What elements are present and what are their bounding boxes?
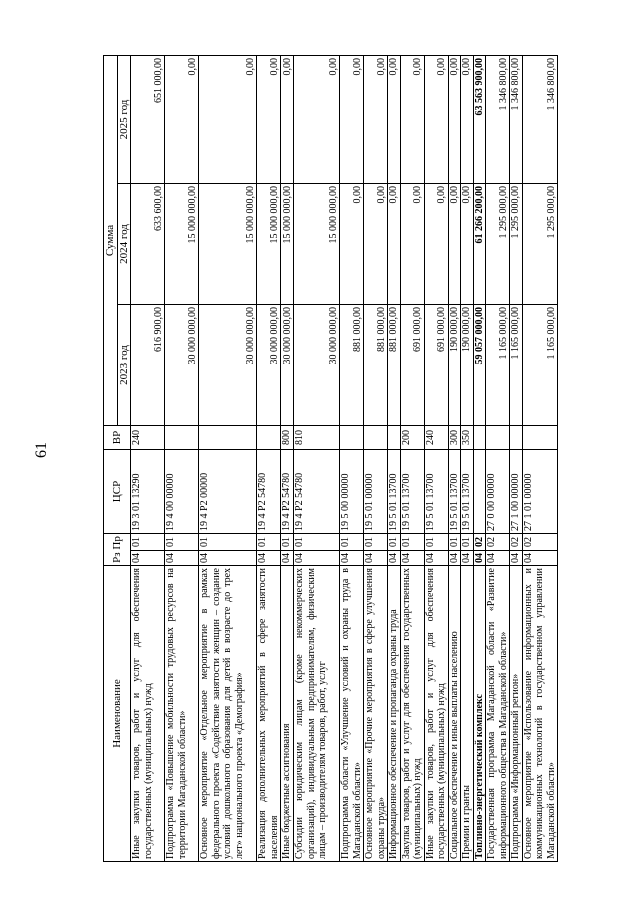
table-row bbox=[400, 55, 424, 861]
row-vr: 810 bbox=[294, 425, 340, 449]
row-name: Иные бюджетные ассигнования bbox=[281, 566, 294, 862]
row-csr: 27 1 01 00000 bbox=[522, 449, 558, 533]
table-row bbox=[461, 55, 474, 861]
row-pr: 01 bbox=[448, 533, 461, 550]
row-name: Информационное обеспечение и пропаганда охраны труда bbox=[388, 566, 401, 862]
row-vr: 240 bbox=[424, 425, 448, 449]
row-vr bbox=[510, 425, 523, 449]
header-name: Наименование bbox=[104, 566, 131, 862]
row-rz: 04 bbox=[131, 551, 165, 566]
row-name: Закупка товаров, работ и услуг для обеспечения государственных (муниципальных) нужд bbox=[400, 566, 424, 862]
row-value-2025: 0,00 bbox=[424, 55, 448, 183]
row-vr bbox=[473, 425, 486, 449]
row-value-2023: 59 057 000,00 bbox=[473, 304, 486, 425]
row-value-2024: 0,00 bbox=[388, 183, 401, 304]
table-row bbox=[448, 55, 461, 861]
table-row bbox=[510, 55, 523, 861]
table-row bbox=[340, 55, 364, 861]
row-csr: 19 5 00 00000 bbox=[340, 449, 364, 533]
row-value-2023: 1 165 000,00 bbox=[522, 304, 558, 425]
row-pr: 01 bbox=[165, 533, 199, 550]
row-pr: 02 bbox=[522, 533, 558, 550]
row-value-2025: 0,00 bbox=[448, 55, 461, 183]
table-row bbox=[522, 55, 558, 861]
row-rz: 04 bbox=[400, 551, 424, 566]
row-value-2024: 0,00 bbox=[448, 183, 461, 304]
row-rz: 04 bbox=[199, 551, 257, 566]
table-row bbox=[424, 55, 448, 861]
row-pr: 01 bbox=[461, 533, 474, 550]
table-row bbox=[364, 55, 388, 861]
row-csr: 19 4 00 00000 bbox=[165, 449, 199, 533]
row-value-2023: 30 000 000,00 bbox=[199, 304, 257, 425]
row-csr: 19 5 01 13700 bbox=[461, 449, 474, 533]
row-value-2025: 1 346 800,00 bbox=[486, 55, 510, 183]
row-name: Социальное обеспечение и иные выплаты населению bbox=[448, 566, 461, 862]
row-csr: 19 5 01 00000 bbox=[364, 449, 388, 533]
row-value-2024: 0,00 bbox=[340, 183, 364, 304]
row-pr: 01 bbox=[131, 533, 165, 550]
row-rz: 04 bbox=[364, 551, 388, 566]
table-row bbox=[486, 55, 510, 861]
row-value-2023: 881 000,00 bbox=[340, 304, 364, 425]
row-value-2025: 0,00 bbox=[400, 55, 424, 183]
row-vr bbox=[486, 425, 510, 449]
row-rz: 04 bbox=[340, 551, 364, 566]
header-2023: 2023 год bbox=[117, 304, 131, 425]
row-pr: 01 bbox=[400, 533, 424, 550]
table-row bbox=[257, 55, 281, 861]
rotated-table-container bbox=[103, 56, 557, 862]
row-name: Государственная программа Магаданской области «Развитие информационного общества в Магаданской области» bbox=[486, 566, 510, 862]
row-vr bbox=[165, 425, 199, 449]
row-rz: 04 bbox=[522, 551, 558, 566]
row-rz: 04 bbox=[448, 551, 461, 566]
row-value-2025: 0,00 bbox=[388, 55, 401, 183]
row-rz: 04 bbox=[424, 551, 448, 566]
row-csr: 19 4 P2 54780 bbox=[294, 449, 340, 533]
row-value-2023: 691 000,00 bbox=[424, 304, 448, 425]
row-name: Основное мероприятие «Использование информационных и коммуникационных технологий в государственном управлении Магаданской области» bbox=[522, 566, 558, 862]
row-vr: 240 bbox=[131, 425, 165, 449]
table-body bbox=[131, 55, 558, 861]
row-pr: 01 bbox=[340, 533, 364, 550]
row-name: Подпрограмма «Повышение мобильности трудовых ресурсов на территории Магаданской области» bbox=[165, 566, 199, 862]
row-vr bbox=[257, 425, 281, 449]
row-value-2025: 0,00 bbox=[281, 55, 294, 183]
row-rz: 04 bbox=[294, 551, 340, 566]
row-rz: 04 bbox=[281, 551, 294, 566]
row-value-2024: 1 295 000,00 bbox=[486, 183, 510, 304]
row-vr: 350 bbox=[461, 425, 474, 449]
table-row bbox=[199, 55, 257, 861]
row-csr: 19 4 P2 00000 bbox=[199, 449, 257, 533]
row-name: Премии и гранты bbox=[461, 566, 474, 862]
row-csr: 19 3 01 13290 bbox=[131, 449, 165, 533]
row-value-2025: 0,00 bbox=[461, 55, 474, 183]
row-value-2023: 190 000,00 bbox=[448, 304, 461, 425]
row-rz: 04 bbox=[486, 551, 510, 566]
row-vr bbox=[199, 425, 257, 449]
row-value-2023: 30 000 000,00 bbox=[294, 304, 340, 425]
header-2025: 2025 год bbox=[117, 55, 131, 183]
row-pr: 02 bbox=[510, 533, 523, 550]
row-name: Иные закупки товаров, работ и услуг для обеспечения государственных (муниципальных) нужд bbox=[424, 566, 448, 862]
row-value-2023: 616 900,00 bbox=[131, 304, 165, 425]
row-name: Топливно-энергетический комплекс bbox=[473, 566, 486, 862]
row-value-2025: 0,00 bbox=[165, 55, 199, 183]
header-csr: ЦСР bbox=[104, 449, 131, 533]
row-vr bbox=[522, 425, 558, 449]
row-pr: 01 bbox=[199, 533, 257, 550]
row-value-2025: 651 000,00 bbox=[131, 55, 165, 183]
row-pr: 01 bbox=[281, 533, 294, 550]
row-csr: 27 0 00 00000 bbox=[486, 449, 510, 533]
row-value-2024: 15 000 000,00 bbox=[281, 183, 294, 304]
row-name: Основное мероприятие «Отдельное мероприятие в рамках федерального проекта «Содействие занятости женщин – создание условий дошкольного образования для детей в возрасте до трех лет» национального проекта «Демография» bbox=[199, 566, 257, 862]
row-rz: 04 bbox=[461, 551, 474, 566]
row-value-2025: 0,00 bbox=[257, 55, 281, 183]
row-value-2024: 0,00 bbox=[424, 183, 448, 304]
row-value-2025: 0,00 bbox=[294, 55, 340, 183]
row-pr: 01 bbox=[257, 533, 281, 550]
row-csr: 19 4 P2 54780 bbox=[281, 449, 294, 533]
row-vr bbox=[388, 425, 401, 449]
header-sum: Сумма bbox=[104, 55, 118, 425]
row-value-2024: 1 295 000,00 bbox=[510, 183, 523, 304]
row-csr: 27 1 00 00000 bbox=[510, 449, 523, 533]
row-csr: 19 5 01 13700 bbox=[448, 449, 461, 533]
row-value-2023: 1 165 000,00 bbox=[510, 304, 523, 425]
table-row bbox=[131, 55, 165, 861]
row-rz: 04 bbox=[165, 551, 199, 566]
row-rz: 04 bbox=[388, 551, 401, 566]
row-value-2023: 190 000,00 bbox=[461, 304, 474, 425]
row-value-2024: 0,00 bbox=[364, 183, 388, 304]
row-value-2023: 30 000 000,00 bbox=[257, 304, 281, 425]
row-csr: 19 5 01 13700 bbox=[400, 449, 424, 533]
header-rzpr: Рз Пр bbox=[104, 533, 131, 565]
row-csr: 19 5 01 13700 bbox=[424, 449, 448, 533]
table-row bbox=[281, 55, 294, 861]
row-pr: 01 bbox=[424, 533, 448, 550]
row-pr: 02 bbox=[486, 533, 510, 550]
row-value-2023: 881 000,00 bbox=[364, 304, 388, 425]
row-value-2024: 0,00 bbox=[461, 183, 474, 304]
table-row bbox=[165, 55, 199, 861]
row-csr bbox=[473, 449, 486, 533]
row-vr: 800 bbox=[281, 425, 294, 449]
row-rz: 04 bbox=[473, 551, 486, 566]
row-csr: 19 5 01 13700 bbox=[388, 449, 401, 533]
row-value-2023: 881 000,00 bbox=[388, 304, 401, 425]
row-value-2025: 0,00 bbox=[199, 55, 257, 183]
row-value-2023: 691 000,00 bbox=[400, 304, 424, 425]
header-vr: ВР bbox=[104, 425, 131, 449]
row-rz: 04 bbox=[257, 551, 281, 566]
row-name: Реализация дополнительных мероприятий в сфере занятости населения bbox=[257, 566, 281, 862]
row-value-2025: 1 346 800,00 bbox=[510, 55, 523, 183]
row-value-2024: 633 600,00 bbox=[131, 183, 165, 304]
row-vr: 300 bbox=[448, 425, 461, 449]
row-value-2023: 30 000 000,00 bbox=[165, 304, 199, 425]
row-value-2024: 15 000 000,00 bbox=[257, 183, 281, 304]
table-row bbox=[388, 55, 401, 861]
row-pr: 01 bbox=[364, 533, 388, 550]
row-vr bbox=[364, 425, 388, 449]
row-name: Иные закупки товаров, работ и услуг для обеспечения государственных (муниципальных) нужд bbox=[131, 566, 165, 862]
budget-table bbox=[103, 55, 558, 862]
row-value-2024: 61 266 200,00 bbox=[473, 183, 486, 304]
row-csr: 19 4 P2 54780 bbox=[257, 449, 281, 533]
row-value-2025: 63 563 900,00 bbox=[473, 55, 486, 183]
row-pr: 01 bbox=[294, 533, 340, 550]
table-row bbox=[473, 55, 486, 861]
row-value-2024: 15 000 000,00 bbox=[294, 183, 340, 304]
row-value-2025: 0,00 bbox=[364, 55, 388, 183]
row-name: Подпрограмма «Информационный регион» bbox=[510, 566, 523, 862]
row-value-2024: 1 295 000,00 bbox=[522, 183, 558, 304]
row-rz: 04 bbox=[510, 551, 523, 566]
row-pr: 01 bbox=[388, 533, 401, 550]
row-value-2025: 0,00 bbox=[340, 55, 364, 183]
row-name: Подпрограмма области «Улучшение условий и охраны труда в Магаданской области» bbox=[340, 566, 364, 862]
row-name: Субсидии юридическим лицам (кроме некоммерческих организаций), индивидуальным предпринимателям, физическим лицам – производителям товаров, работ, услуг bbox=[294, 566, 340, 862]
row-value-2024: 15 000 000,00 bbox=[165, 183, 199, 304]
row-value-2023: 1 165 000,00 bbox=[486, 304, 510, 425]
row-value-2025: 1 346 800,00 bbox=[522, 55, 558, 183]
page-number: 61 bbox=[33, 442, 50, 458]
row-value-2023: 30 000 000,00 bbox=[281, 304, 294, 425]
row-value-2024: 15 000 000,00 bbox=[199, 183, 257, 304]
row-vr bbox=[340, 425, 364, 449]
table-row bbox=[294, 55, 340, 861]
row-value-2024: 0,00 bbox=[400, 183, 424, 304]
row-pr: 02 bbox=[473, 533, 486, 550]
header-2024: 2024 год bbox=[117, 183, 131, 304]
row-name: Основное мероприятие «Прочие мероприятия в сфере улучшения охраны труда» bbox=[364, 566, 388, 862]
row-vr: 200 bbox=[400, 425, 424, 449]
